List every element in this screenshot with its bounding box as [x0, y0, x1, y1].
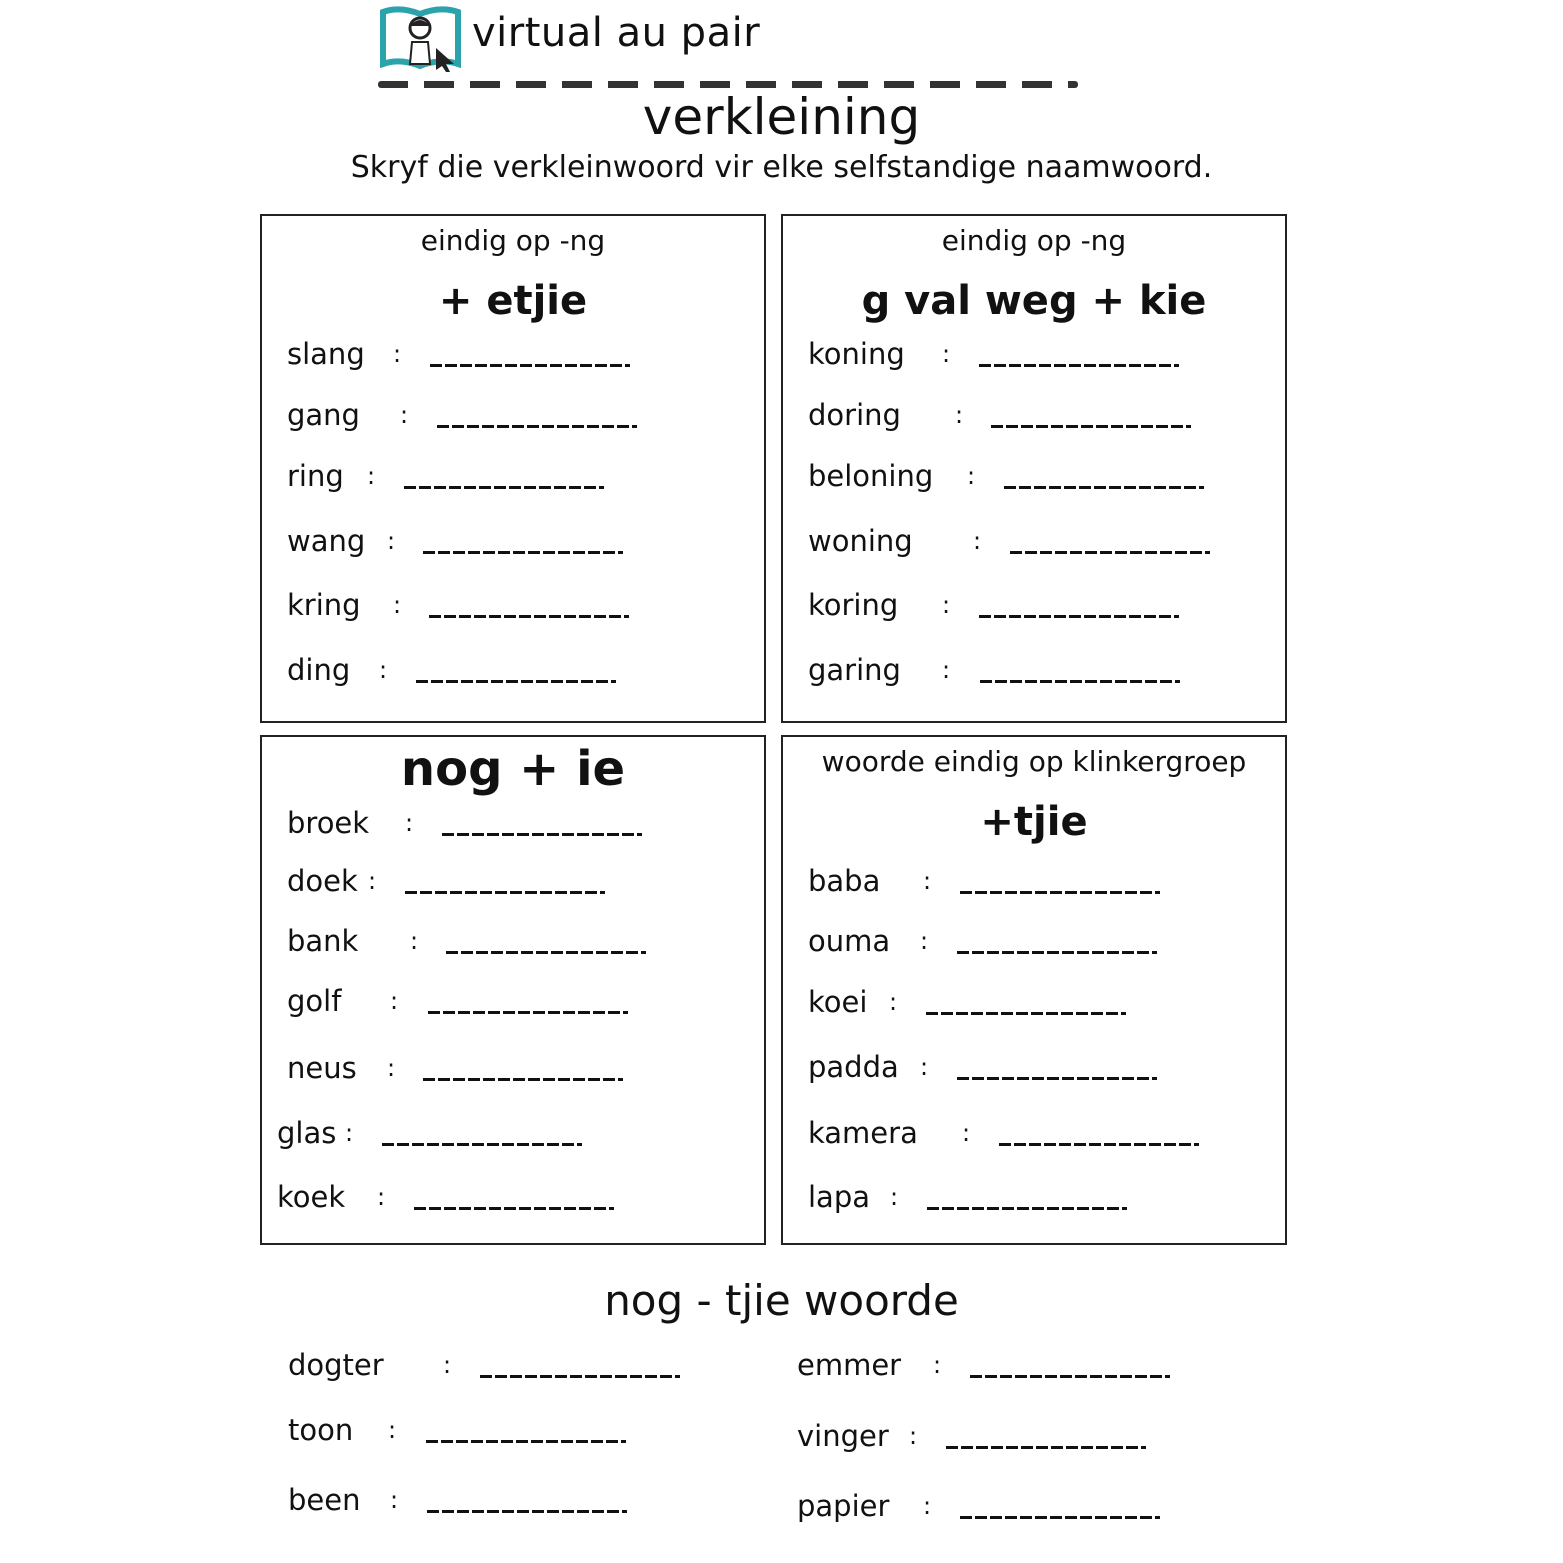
separator-colon: :: [942, 591, 951, 619]
separator-colon: :: [345, 1119, 354, 1147]
separator-colon: :: [388, 1416, 397, 1444]
noun-word: beloning: [808, 459, 934, 493]
answer-blank[interactable]: [427, 1510, 627, 1513]
separator-colon: :: [973, 527, 982, 555]
noun-word: kring: [287, 588, 361, 622]
answer-blank[interactable]: [979, 364, 1179, 367]
separator-colon: :: [920, 1053, 929, 1081]
noun-word: doek: [287, 864, 358, 898]
answer-blank[interactable]: [446, 951, 646, 954]
separator-colon: :: [909, 1422, 918, 1450]
answer-blank[interactable]: [423, 551, 623, 554]
separator-colon: :: [942, 656, 951, 684]
noun-word: bank: [287, 924, 359, 958]
answer-blank[interactable]: [926, 1012, 1126, 1015]
separator-colon: :: [920, 927, 929, 955]
noun-word: garing: [808, 653, 901, 687]
answer-blank[interactable]: [927, 1207, 1127, 1210]
noun-word: koei: [808, 985, 868, 1019]
noun-word: gang: [287, 398, 360, 432]
noun-word: ding: [287, 653, 351, 687]
answer-blank[interactable]: [999, 1143, 1199, 1146]
separator-colon: :: [387, 1054, 396, 1082]
answer-blank[interactable]: [426, 1440, 626, 1443]
separator-colon: :: [405, 809, 414, 837]
answer-blank[interactable]: [480, 1375, 680, 1378]
dashed-divider: [378, 81, 1078, 88]
answer-blank[interactable]: [957, 1077, 1157, 1080]
box-rule: + etjie: [438, 278, 588, 324]
answer-blank[interactable]: [960, 1516, 1160, 1519]
separator-colon: :: [443, 1351, 452, 1379]
noun-word: padda: [808, 1050, 899, 1084]
separator-colon: :: [387, 527, 396, 555]
answer-blank[interactable]: [414, 1207, 614, 1210]
answer-blank[interactable]: [423, 1078, 623, 1081]
noun-word: woning: [808, 524, 913, 558]
separator-colon: :: [923, 1492, 932, 1520]
separator-colon: :: [889, 988, 898, 1016]
brand-name: virtual au pair: [472, 10, 761, 56]
noun-word: toon: [288, 1413, 354, 1447]
answer-blank[interactable]: [428, 1011, 628, 1014]
page-title: verkleining: [642, 88, 921, 146]
answer-blank[interactable]: [946, 1446, 1146, 1449]
answer-blank[interactable]: [957, 951, 1157, 954]
separator-colon: :: [955, 401, 964, 429]
noun-word: doring: [808, 398, 901, 432]
separator-colon: :: [962, 1119, 971, 1147]
answer-blank[interactable]: [1004, 486, 1204, 489]
separator-colon: :: [410, 927, 419, 955]
noun-word: kamera: [808, 1116, 918, 1150]
separator-colon: :: [393, 591, 402, 619]
noun-word: slang: [287, 337, 365, 371]
answer-blank[interactable]: [405, 891, 605, 894]
answer-blank[interactable]: [1010, 551, 1210, 554]
noun-word: baba: [808, 864, 881, 898]
noun-word: vinger: [797, 1419, 889, 1453]
noun-word: dogter: [288, 1348, 384, 1382]
answer-blank[interactable]: [442, 833, 642, 836]
separator-colon: :: [942, 340, 951, 368]
noun-word: lapa: [808, 1180, 871, 1214]
answer-blank[interactable]: [430, 364, 630, 367]
separator-colon: :: [379, 656, 388, 684]
separator-colon: :: [890, 1183, 899, 1211]
separator-colon: :: [393, 340, 402, 368]
separator-colon: :: [967, 462, 976, 490]
logo-icon: [380, 6, 462, 72]
noun-word: ouma: [808, 924, 891, 958]
separator-colon: :: [390, 1486, 399, 1514]
box-rule: +tjie: [980, 799, 1088, 845]
box-heading: woorde eindig op klinkergroep: [821, 745, 1247, 778]
answer-blank[interactable]: [404, 486, 604, 489]
separator-colon: :: [377, 1183, 386, 1211]
answer-blank[interactable]: [382, 1143, 582, 1146]
section-title: nog - tjie woorde: [604, 1276, 959, 1325]
noun-word: koning: [808, 337, 905, 371]
box-rule: nog + ie: [400, 741, 626, 797]
answer-blank[interactable]: [429, 615, 629, 618]
noun-word: emmer: [797, 1348, 902, 1382]
noun-word: koek: [277, 1180, 346, 1214]
separator-colon: :: [390, 987, 399, 1015]
separator-colon: :: [923, 867, 932, 895]
answer-blank[interactable]: [979, 615, 1179, 618]
separator-colon: :: [367, 462, 376, 490]
box-rule: g val weg + kie: [861, 278, 1207, 324]
noun-word: neus: [287, 1051, 357, 1085]
noun-word: ring: [287, 459, 344, 493]
answer-blank[interactable]: [980, 680, 1180, 683]
noun-word: golf: [287, 984, 342, 1018]
box-heading: eindig op -ng: [420, 224, 606, 257]
separator-colon: :: [400, 401, 409, 429]
noun-word: glas: [277, 1116, 337, 1150]
answer-blank[interactable]: [970, 1375, 1170, 1378]
noun-word: koring: [808, 588, 899, 622]
separator-colon: :: [933, 1351, 942, 1379]
answer-blank[interactable]: [437, 425, 637, 428]
answer-blank[interactable]: [960, 891, 1160, 894]
box-heading: eindig op -ng: [941, 224, 1127, 257]
noun-word: wang: [287, 524, 366, 558]
instruction: Skryf die verkleinwoord vir elke selfstandige naamwoord.: [350, 150, 1213, 185]
separator-colon: :: [368, 867, 377, 895]
noun-word: been: [288, 1483, 361, 1517]
noun-word: papier: [797, 1489, 890, 1523]
answer-blank[interactable]: [991, 425, 1191, 428]
answer-blank[interactable]: [416, 680, 616, 683]
noun-word: broek: [287, 806, 370, 840]
